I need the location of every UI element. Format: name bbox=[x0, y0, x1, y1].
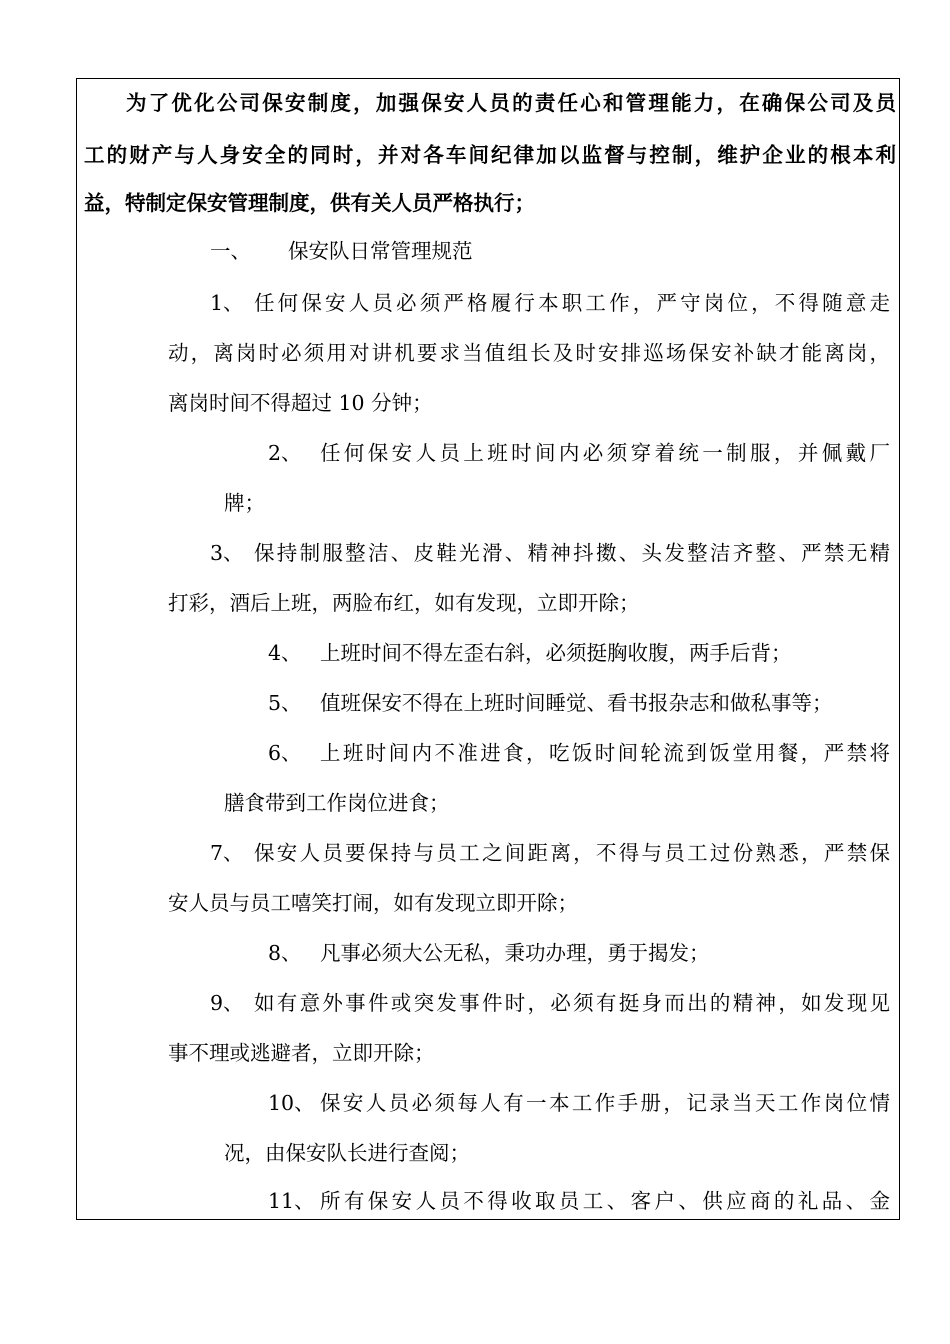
item-10-line-1: 保安人员必须每人有一本工作手册，记录当天工作岗位情 bbox=[320, 1091, 890, 1115]
item-2-line-2: 牌； bbox=[224, 491, 265, 515]
item-9-line-1: 如有意外事件或突发事件时，必须有挺身而出的精神，如发现见 bbox=[254, 991, 890, 1015]
item-5-line-1: 值班保安不得在上班时间睡觉、看书报杂志和做私事等； bbox=[320, 691, 833, 715]
intro-line-3: 益，特制定保安管理制度，供有关人员严格执行； bbox=[84, 191, 535, 215]
item-9-line-2: 事不理或逃避者，立即开除； bbox=[168, 1041, 435, 1065]
section-title: 保安队日常管理规范 bbox=[288, 239, 473, 263]
item-8-number: 8、 bbox=[268, 941, 302, 965]
item-8-line-1: 凡事必须大公无私，秉功办理，勇于揭发； bbox=[320, 941, 710, 965]
item-10-line-2: 况，由保安队长进行查阅； bbox=[224, 1141, 470, 1165]
item-11-number: 11、 bbox=[268, 1189, 315, 1213]
item-2-line-1: 任何保安人员上班时间内必须穿着统一制服，并佩戴厂 bbox=[320, 441, 890, 465]
item-3-line-2: 打彩，酒后上班，两脸布红，如有发现，立即开除； bbox=[168, 591, 640, 615]
item-3-number: 3、 bbox=[210, 541, 244, 565]
item-11-line-1: 所有保安人员不得收取员工、客户、供应商的礼品、金 bbox=[320, 1189, 890, 1213]
item-3-line-1: 保持制服整洁、皮鞋光滑、精神抖擞、头发整洁齐整、严禁无精 bbox=[254, 541, 890, 565]
item-4-line-1: 上班时间不得左歪右斜，必须挺胸收腹，两手后背； bbox=[320, 641, 792, 665]
item-1-line-2: 动，离岗时必须用对讲机要求当值组长及时安排巡场保安补缺才能离岗， bbox=[168, 341, 890, 365]
intro-line-2: 工的财产与人身安全的同时，并对各车间纪律加以监督与控制，维护企业的根本利 bbox=[84, 143, 896, 167]
item-10-number: 10、 bbox=[268, 1091, 315, 1115]
item-4-number: 4、 bbox=[268, 641, 302, 665]
item-6-number: 6、 bbox=[268, 741, 302, 765]
item-2-number: 2、 bbox=[268, 441, 302, 465]
item-1-line-3: 离岗时间不得超过 10 分钟； bbox=[168, 391, 433, 415]
section-number: 一、 bbox=[210, 239, 251, 263]
item-7-line-1: 保安人员要保持与员工之间距离，不得与员工过份熟悉，严禁保 bbox=[254, 841, 890, 865]
item-6-line-2: 膳食带到工作岗位进食； bbox=[224, 791, 450, 815]
item-1-number: 1、 bbox=[210, 291, 244, 315]
item-1-line-1: 任何保安人员必须严格履行本职工作，严守岗位，不得随意走 bbox=[254, 291, 890, 315]
item-9-number: 9、 bbox=[210, 991, 244, 1015]
intro-line-1: 为了优化公司保安制度，加强保安人员的责任心和管理能力，在确保公司及员 bbox=[126, 91, 896, 115]
item-7-line-2: 安人员与员工嘻笑打闹，如有发现立即开除； bbox=[168, 891, 578, 915]
item-6-line-1: 上班时间内不准进食，吃饭时间轮流到饭堂用餐，严禁将 bbox=[320, 741, 890, 765]
item-5-number: 5、 bbox=[268, 691, 302, 715]
item-7-number: 7、 bbox=[210, 841, 244, 865]
